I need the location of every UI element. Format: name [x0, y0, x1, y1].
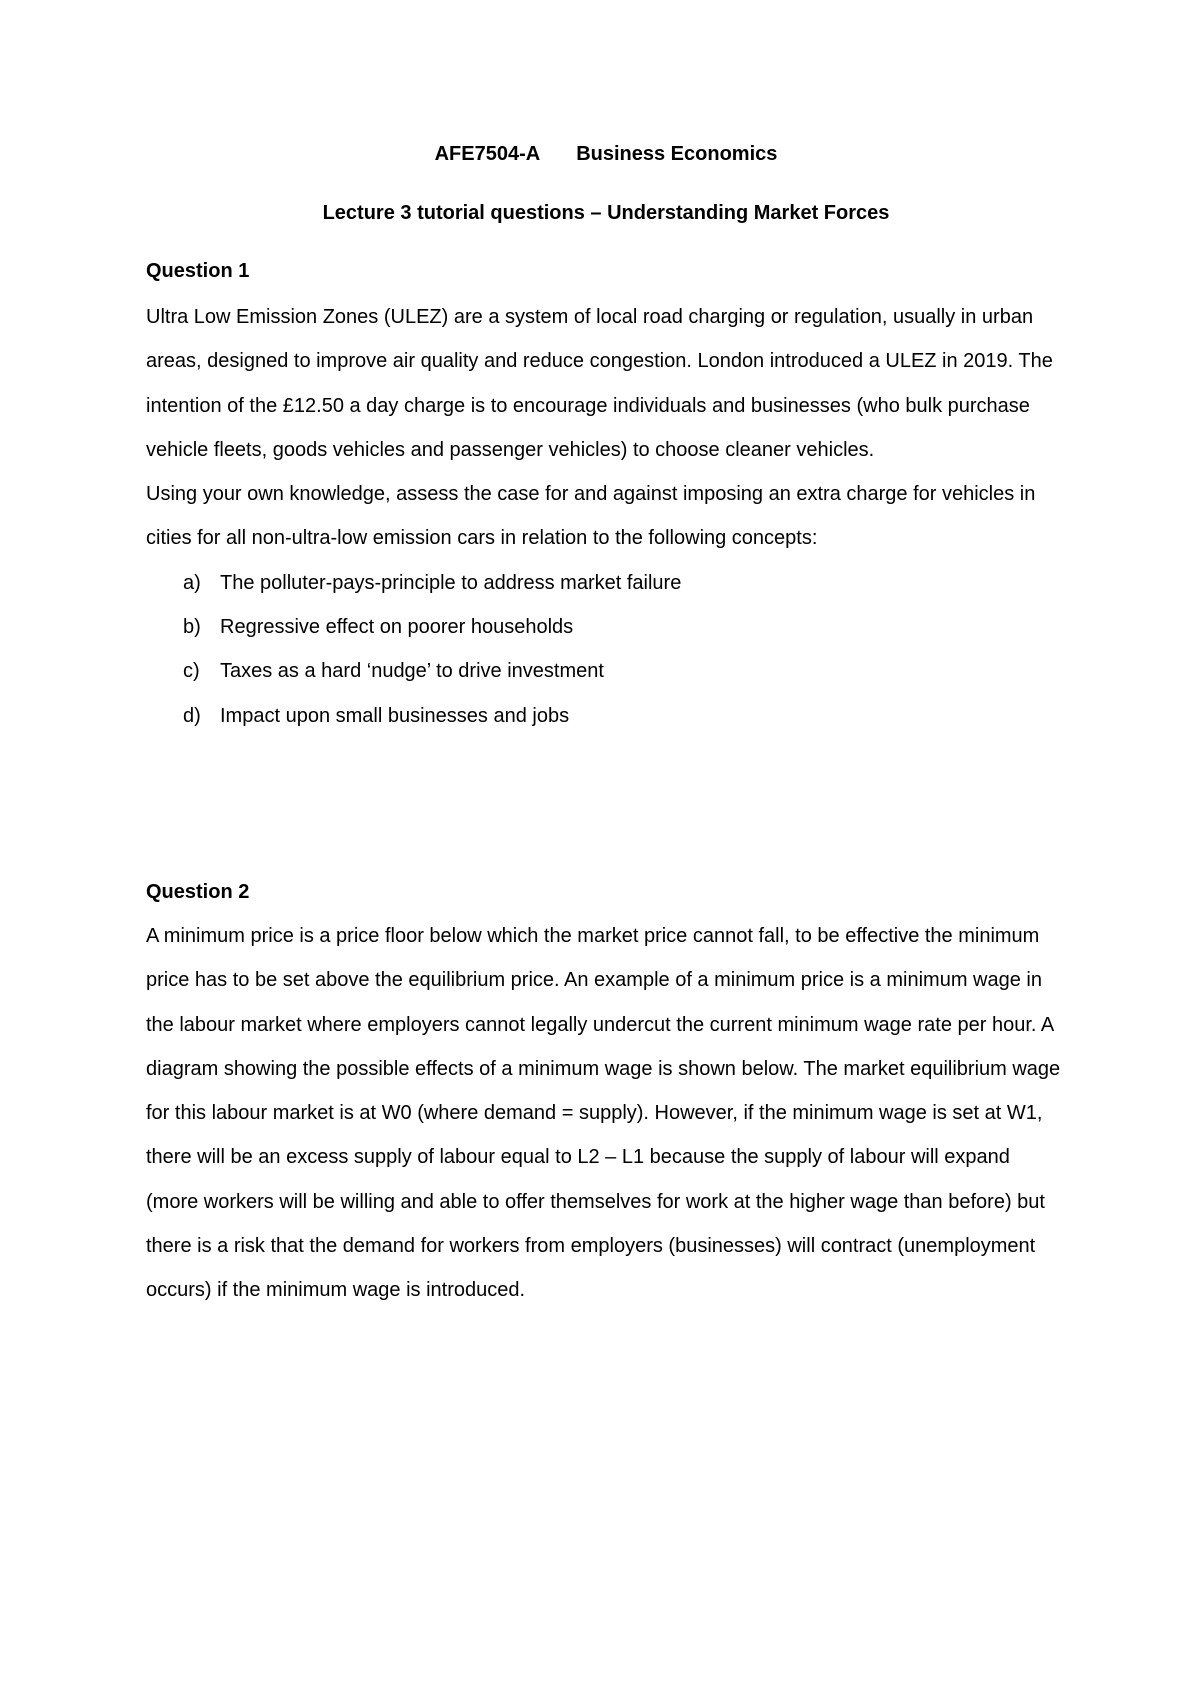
course-code: AFE7504-A [434, 143, 541, 165]
question-2-section [146, 880, 1066, 1313]
list-item-marker: c) [183, 660, 200, 683]
list-item-text: Impact upon small businesses and jobs [220, 704, 570, 727]
question-1-concept-list [146, 561, 1066, 738]
list-item [146, 561, 1066, 605]
list-item-text: The polluter-pays-principle to address market failure [220, 571, 682, 594]
question-2-body: A minimum price is a price floor below which the market price cannot fall, to be effective the minimum price has to be set above the equilibrium price. An example of a minimum price is a minimum wage in the labour market where employers cannot legally undercut the current minimum wage rate per hour. A diagram showing the possible effects of a minimum wage is shown below. The market equilibrium wage for this labour market is at W0 (where demand = supply). However, if the minimum wage is set at W1, there will be an excess supply of labour equal to L2 – L1 because the supply of labour will expand (more workers will be willing and able to offer themselves for work at the higher wage than before) but there is a risk that the demand for workers from employers (businesses) will contract (unemployment occurs) if the minimum wage is introduced. [146, 924, 1061, 1302]
list-item-marker: d) [183, 704, 201, 727]
question-1-section [146, 259, 1066, 738]
document-content [146, 142, 1066, 1313]
list-item [146, 605, 1066, 649]
list-item-text: Taxes as a hard ‘nudge’ to drive investment [220, 660, 604, 683]
list-item [146, 694, 1066, 738]
question-1-heading: Question 1 [146, 260, 250, 282]
list-item-text: Regressive effect on poorer households [220, 616, 574, 639]
question-2-heading: Question 2 [146, 880, 250, 903]
section-spacer [146, 738, 1066, 880]
document-title [146, 142, 1066, 166]
question-1-intro: Ultra Low Emission Zones (ULEZ) are a system of local road charging or regulation, usually in urban areas, designed to improve air quality and reduce congestion. London introduced a ULEZ in 2019. The intention of the £12.50 a day charge is to encourage individuals and businesses (who bulk purchase vehicle fleets, goods vehicles and passenger vehicles) to choose cleaner vehicles. [146, 306, 1053, 461]
course-name: Business Economics [576, 143, 778, 165]
document-subtitle: Lecture 3 tutorial questions – Understanding Market Forces [322, 202, 890, 224]
list-item-marker: b) [183, 616, 201, 639]
list-item [146, 649, 1066, 693]
list-item-marker: a) [183, 571, 201, 594]
question-1-prompt: Using your own knowledge, assess the case for and against imposing an extra charge for vehicles in cities for all non-ultra-low emission cars in relation to the following concepts: [146, 483, 1036, 550]
